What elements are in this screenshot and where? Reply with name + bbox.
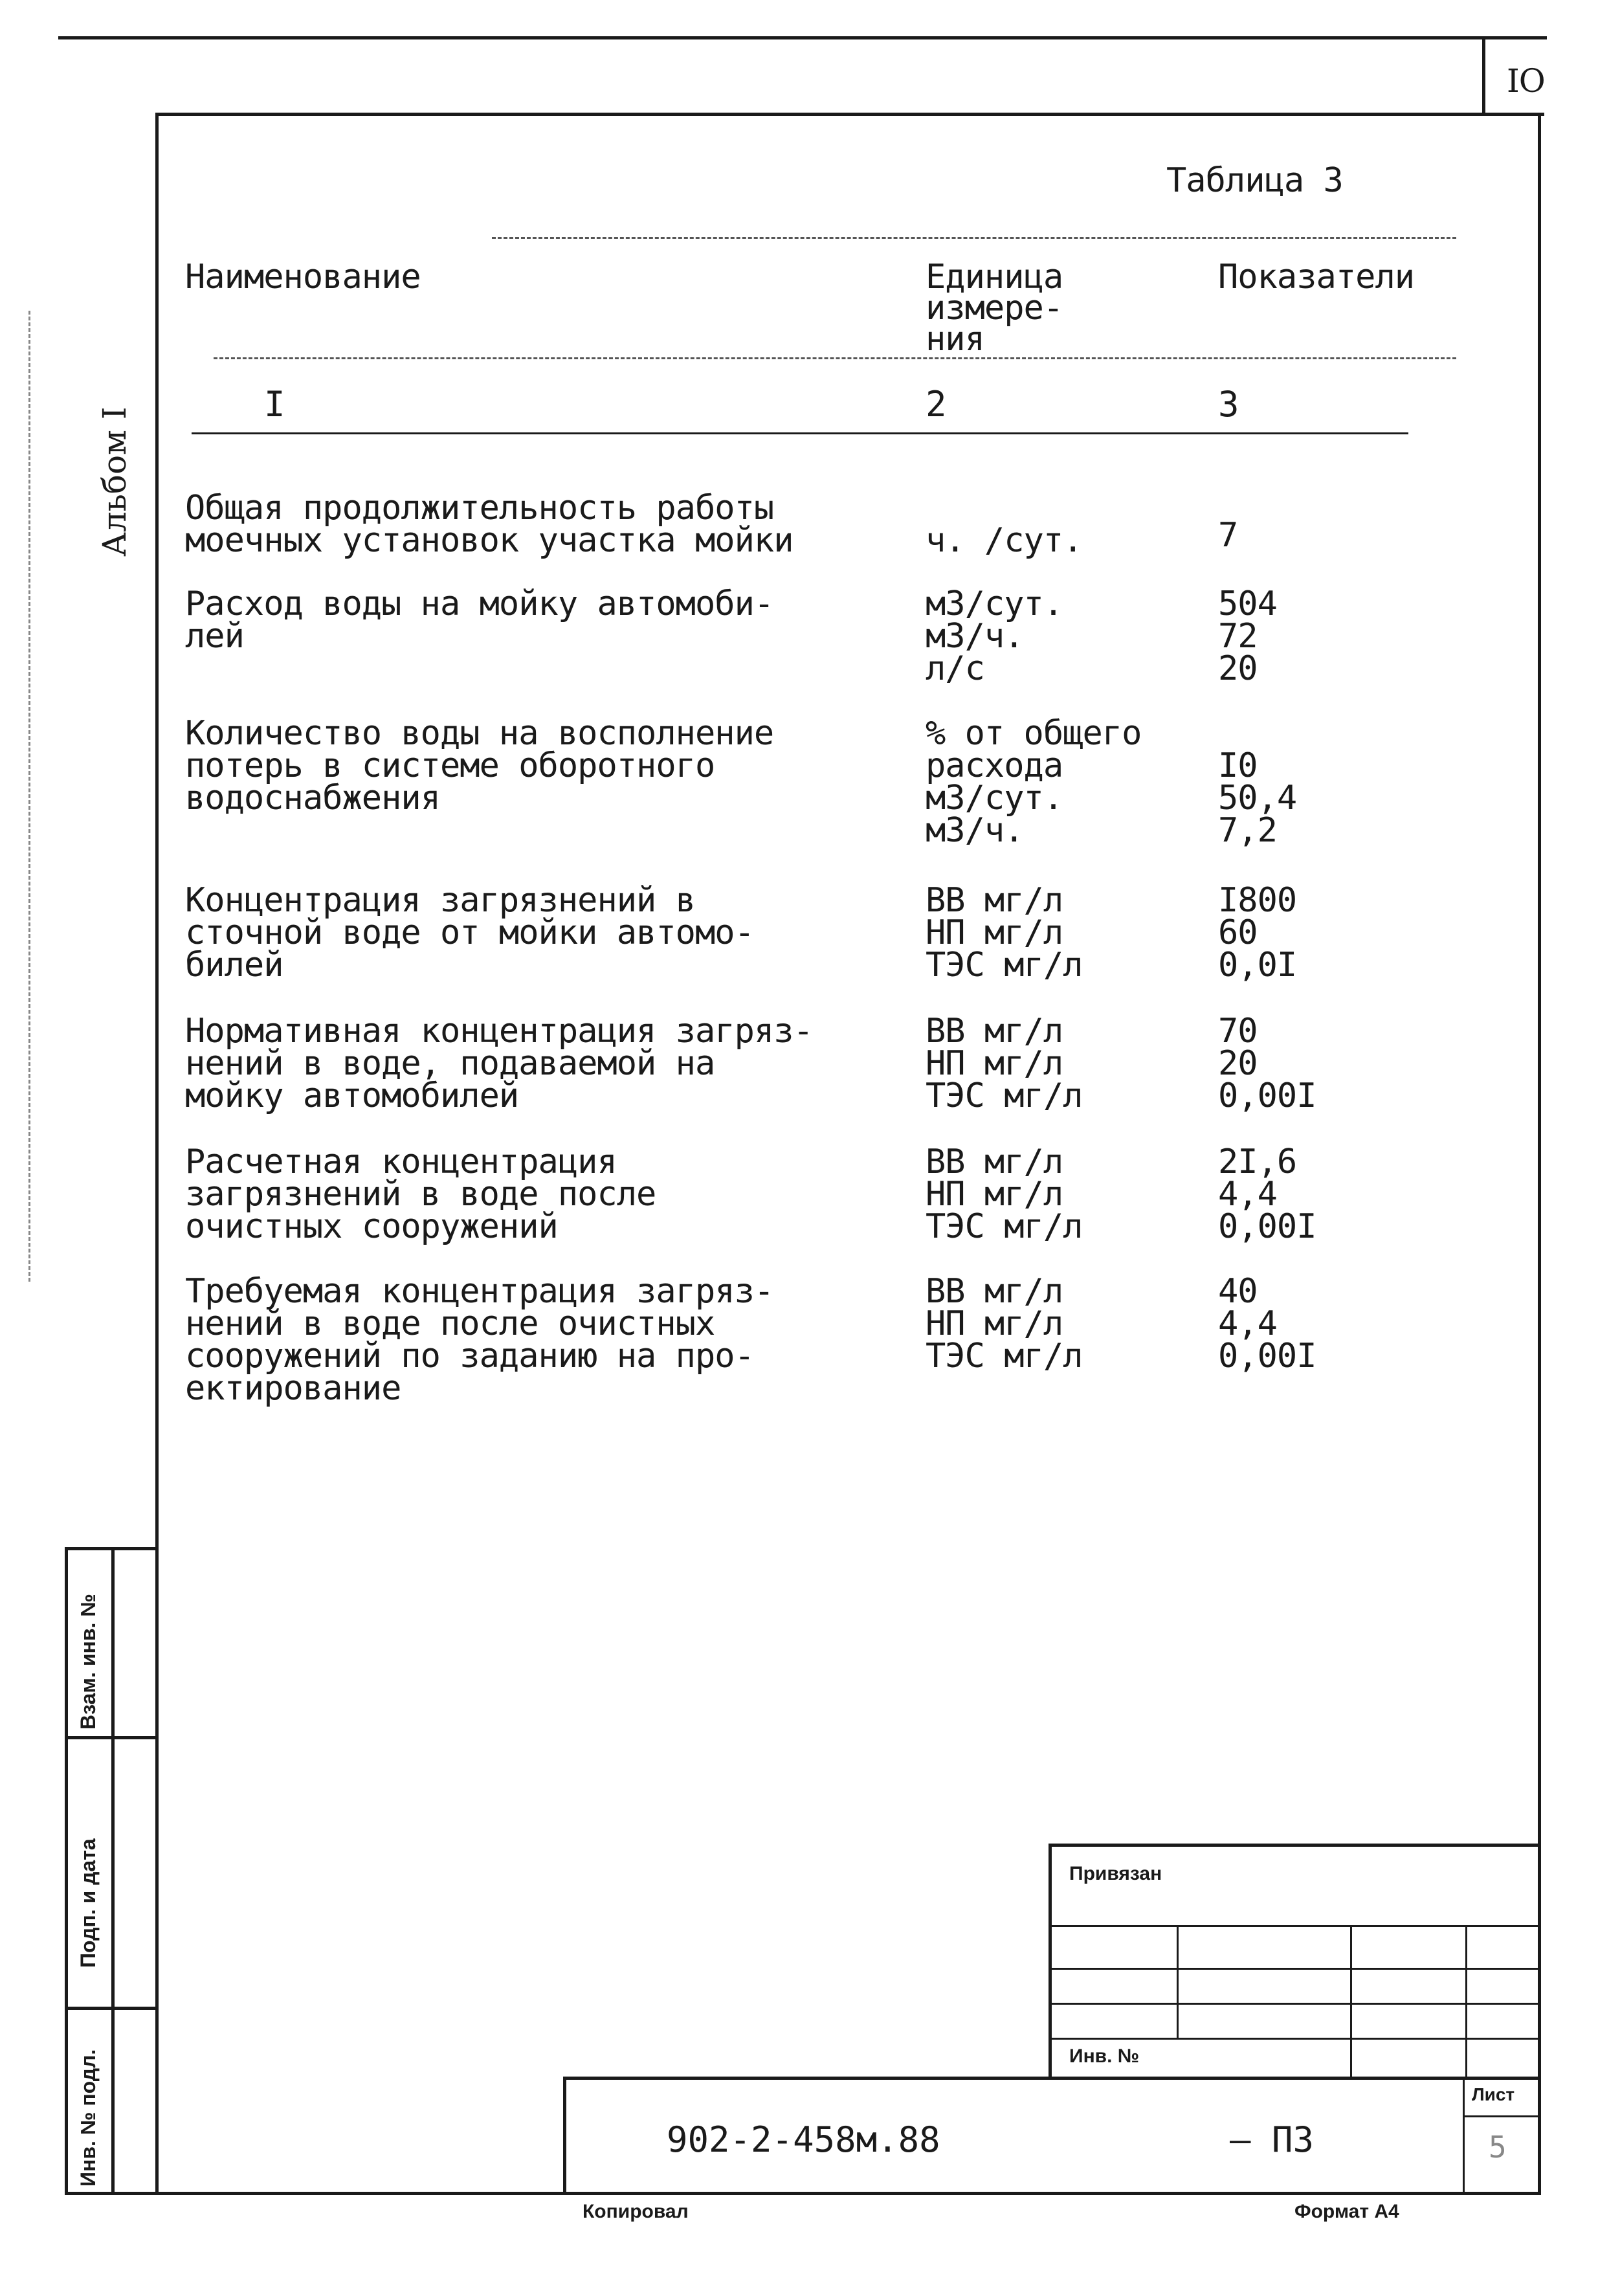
frame-right <box>1538 113 1541 2194</box>
row-1-unit: ч. /сут. <box>926 521 1083 560</box>
column-number-3: 3 <box>1218 384 1239 425</box>
row-6-unit: ВВ мг/л НП мг/л ТЭС мг/л <box>926 1142 1083 1246</box>
footer-format: Формат А4 <box>1294 2201 1399 2222</box>
doc-suffix: – ПЗ <box>1230 2119 1315 2160</box>
header-value: Показатели <box>1218 258 1415 296</box>
row-2-value: 504 72 20 <box>1218 585 1277 688</box>
header-mid-rule <box>214 357 1456 359</box>
privyazan-top <box>1049 1844 1540 1847</box>
frame-left <box>155 113 159 2194</box>
column-number-1: I <box>264 384 285 425</box>
row-5-unit: ВВ мг/л НП мг/л ТЭС мг/л <box>926 1012 1083 1115</box>
side-stamp-sep-2 <box>65 2007 159 2010</box>
row-1-name: Общая продолжительность работы моечных установок участка мойки <box>185 489 793 560</box>
privyazan-label: Привязан <box>1069 1863 1162 1884</box>
page-number-box-left <box>1482 36 1485 114</box>
code-box-left <box>563 2077 566 2194</box>
row-5-name: Нормативная концентрация загряз- нений в воде, подаваемой на мойку автомобилей <box>185 1012 813 1115</box>
side-stamp-divider <box>111 1547 115 2194</box>
header-bottom-rule <box>192 432 1408 434</box>
row-5-value: 70 20 0,00I <box>1218 1012 1316 1115</box>
column-number-2: 2 <box>926 384 946 425</box>
footer-kopiroval: Копировал <box>583 2201 689 2222</box>
sheet-box-sep <box>1463 2115 1540 2117</box>
sheet-box-left <box>1463 2077 1465 2194</box>
privyazan-col-1 <box>1177 1925 1179 2038</box>
sheet-label: Лист <box>1472 2084 1515 2104</box>
album-label: Альбом I <box>96 407 133 557</box>
doc-code: 902-2-458м.88 <box>667 2119 940 2160</box>
row-4-unit: ВВ мг/л НП мг/л ТЭС мг/л <box>926 881 1083 985</box>
top-rule <box>58 36 1547 39</box>
side-label-vzam-inv: Взам. инв. № <box>76 1594 100 1730</box>
frame-bottom <box>65 2192 1541 2195</box>
row-4-value: I800 60 0,0I <box>1218 881 1297 985</box>
side-stamp-outer-left <box>65 1547 68 2194</box>
row-3-name: Количество воды на восполнение потерь в системе оборотного водоснабжения <box>185 714 774 818</box>
side-label-podp-data: Подп. и дата <box>76 1838 100 1968</box>
page-number: IO <box>1507 62 1545 100</box>
row-7-name: Требуемая концентрация загряз- нений в воде после очистных сооружений по заданию на про- ектирование <box>185 1272 774 1408</box>
table-title: Таблица 3 <box>1166 161 1343 200</box>
row-4-name: Концентрация загрязнений в сточной воде от мойки автомо- билей <box>185 881 754 985</box>
row-3-unit: % от общего расхода м3/сут. м3/ч. <box>926 714 1142 850</box>
privyazan-col-2 <box>1350 1925 1352 2078</box>
header-unit: Единица измере- ния <box>926 258 1063 359</box>
row-6-value: 2I,6 4,4 0,00I <box>1218 1142 1316 1246</box>
row-1-value: 7 <box>1218 516 1238 555</box>
row-6-name: Расчетная концентрация загрязнений в воде после очистных сооружений <box>185 1142 656 1246</box>
side-stamp-sep-1 <box>65 1736 159 1739</box>
row-3-value: I0 50,4 7,2 <box>1218 746 1297 850</box>
code-box-top <box>563 2077 1540 2080</box>
frame-top <box>155 113 1544 116</box>
side-stamp-top <box>65 1547 159 1550</box>
header-top-rule <box>492 237 1456 239</box>
header-name: Наименование <box>185 258 421 296</box>
row-7-value: 40 4,4 0,00I <box>1218 1272 1316 1376</box>
binding-dashes <box>28 311 30 1282</box>
privyazan-left <box>1049 1844 1052 2077</box>
sheet-number: 5 <box>1489 2130 1507 2165</box>
privyazan-col-3 <box>1465 1925 1467 2078</box>
row-2-name: Расход воды на мойку автомоби- лей <box>185 585 774 656</box>
row-7-unit: ВВ мг/л НП мг/л ТЭС мг/л <box>926 1272 1083 1376</box>
side-label-inv-podl: Инв. № подл. <box>76 2049 100 2187</box>
inv-no-label: Инв. № <box>1069 2045 1140 2067</box>
row-2-unit: м3/сут. м3/ч. л/с <box>926 585 1063 688</box>
